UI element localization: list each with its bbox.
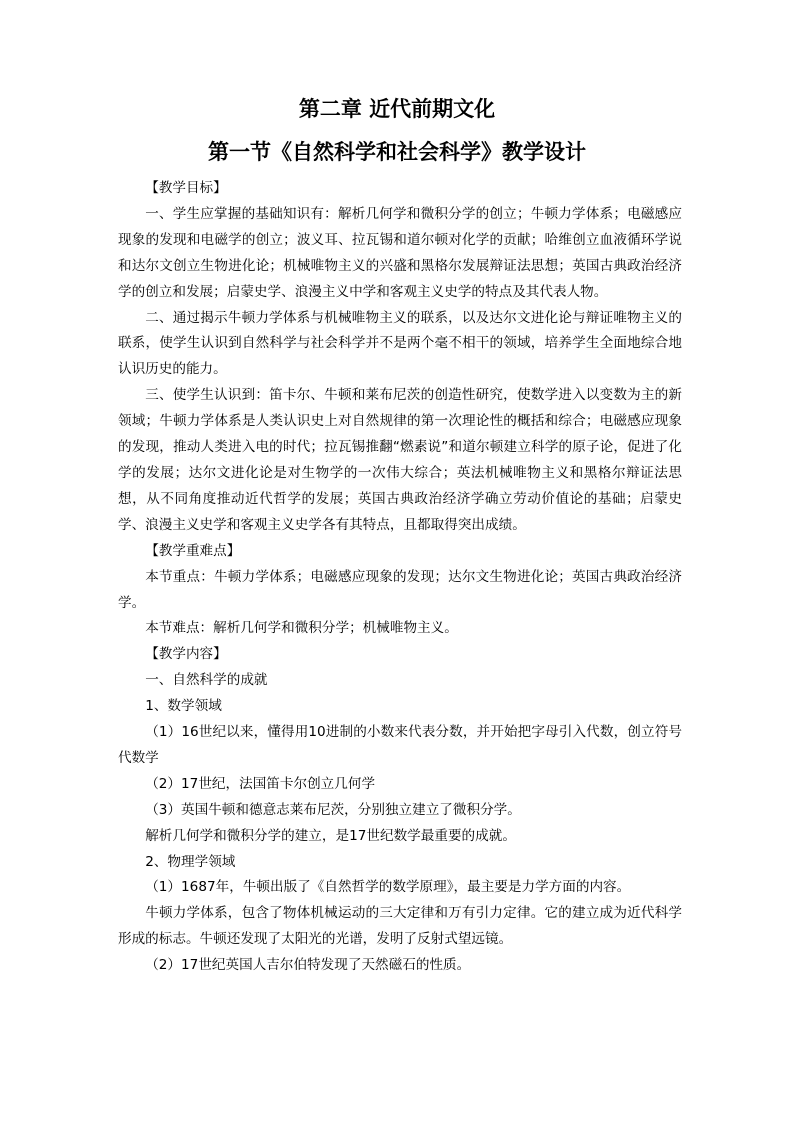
subheading-physics: 2、物理学领域 [145, 853, 236, 870]
key-points-paragraph: 本节重点：牛顿力学体系；电磁感应现象的发现；达尔文生物进化论；英国古典政治经济学。 [118, 568, 682, 611]
newton-mechanics-paragraph: 牛顿力学体系，包含了物体机械运动的三大定律和万有引力定律。它的建立成为近代科学形成的标志。牛顿还发现了太阳光的光谱，发明了反射式望远镜。 [118, 905, 682, 948]
goal-paragraph-2: 二、通过揭示牛顿力学体系与机械唯物主义的联系，以及达尔文进化论与辩证唯物主义的联系，使学生认识到自然科学与社会科学并不是两个毫不相干的领域，培养学生全面地综合地认识历史的能力。 [118, 309, 682, 378]
math-item-3: （3）英国牛顿和德意志莱布尼茨，分别独立建立了微积分学。 [145, 801, 521, 818]
chapter-title: 第二章 近代前期文化 [298, 97, 496, 121]
difficult-points-paragraph: 本节难点：解析几何学和微积分学；机械唯物主义。 [145, 620, 458, 637]
math-item-2: （2）17世纪，法国笛卡尔创立几何学 [145, 775, 376, 792]
physics-item-1: （1）1687年，牛顿出版了《自然哲学的数学原理》，最主要是力学方面的内容。 [145, 879, 631, 896]
document-body [118, 176, 682, 979]
math-item-1: （1）16世纪以来，懂得用10进制的小数来代表分数，并开始把字母引入代数，创立符号代数学 [118, 724, 682, 766]
heading-teaching-content: 【教学内容】 [145, 646, 227, 663]
physics-item-2: （2）17世纪英国人吉尔伯特发现了天然磁石的性质。 [145, 957, 471, 974]
heading-teaching-goals: 【教学目标】 [145, 180, 227, 196]
goal-paragraph-1: 一、学生应掌握的基础知识有：解析几何学和微积分学的创立；牛顿力学体系；电磁感应现象的发现和电磁学的创立；波义耳、拉瓦锡和道尔顿对化学的贡献；哈维创立血液循环学说和达尔文创立生物进化论；机械唯物主义的兴盛和黑格尔发展辩证法思想；英国古典政治经济学的创立和发展；启蒙史学、浪漫主义中学和客观主义史学的特点及其代表人物。 [118, 205, 682, 300]
math-summary: 解析几何学和微积分学的建立，是17世纪数学最重要的成就。 [145, 827, 516, 844]
section-title: 第一节《自然科学和社会科学》教学设计 [208, 140, 586, 164]
heading-key-points: 【教学重难点】 [145, 542, 241, 559]
subheading-natural-science: 一、自然科学的成就 [145, 672, 268, 689]
goal-paragraph-3: 三、使学生认识到：笛卡尔、牛顿和莱布尼茨的创造性研究，使数学进入以变数为主的新领域；牛顿力学体系是人类认识史上对自然规律的第一次理论性的概括和综合；电磁感应现象的发现，推动人类进入电的时代；拉瓦锡推翻“燃素说”和道尔顿建立科学的原子论，促进了化学的发展；达尔文进化论是对生物学的一次伟大综合；英法机械唯物主义和黑格尔辩证法思想，从不同角度推动近代哲学的发展；英国古典政治经济学确立劳动价值论的基础；启蒙史学、浪漫主义史学和客观主义史学各有其特点，且都取得突出成绩。 [118, 387, 682, 533]
subheading-mathematics: 1、数学领域 [145, 698, 222, 715]
